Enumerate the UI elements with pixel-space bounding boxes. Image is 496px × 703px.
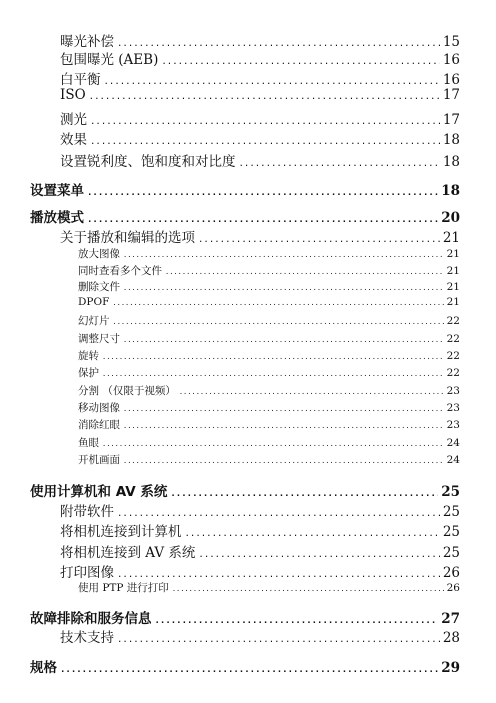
toc-entry-label: 设置菜单 xyxy=(30,183,84,199)
toc-entry-label: 故障排除和服务信息 xyxy=(30,611,152,627)
dot-leader xyxy=(89,92,440,102)
toc-entry-page-number: 25 xyxy=(442,504,460,520)
dot-leader xyxy=(239,159,440,169)
toc-entry[interactable] xyxy=(78,435,460,450)
toc-entry-page-number: 18 xyxy=(441,183,460,199)
dot-leader xyxy=(198,550,439,560)
toc-entry[interactable] xyxy=(60,48,460,68)
toc-entry[interactable] xyxy=(60,87,460,103)
toc-entry[interactable] xyxy=(60,500,460,520)
dot-leader xyxy=(198,235,440,245)
dot-leader xyxy=(102,440,444,448)
dot-leader xyxy=(60,665,438,675)
toc-entry[interactable] xyxy=(30,607,460,627)
toc-entry-page-number: 18 xyxy=(442,132,460,148)
toc-entry[interactable] xyxy=(78,383,460,398)
toc-entry[interactable] xyxy=(60,520,460,540)
toc-entry-label: 放大图像 xyxy=(78,248,120,260)
toc-entry-page-number: 22 xyxy=(446,333,460,345)
toc-entry-label: 开机画面 xyxy=(78,454,120,466)
toc-entry[interactable] xyxy=(78,417,460,432)
toc-entry-label: 测光 xyxy=(60,112,87,128)
dot-leader xyxy=(123,457,444,465)
toc-entry-label: 保护 xyxy=(78,367,99,379)
toc-entry-page-number: 21 xyxy=(446,281,460,293)
toc-entry[interactable] xyxy=(30,179,460,199)
toc-entry[interactable] xyxy=(60,541,460,561)
toc-entry[interactable] xyxy=(78,331,460,346)
toc-entry-label: 使用计算机和 AV 系统 xyxy=(30,484,168,500)
toc-entry-page-number: 24 xyxy=(446,454,460,466)
toc-entry-page-number: 28 xyxy=(442,630,460,646)
toc-entry[interactable] xyxy=(78,296,460,308)
dot-leader xyxy=(123,422,444,430)
toc-entry-label: 打印图像 xyxy=(60,565,114,581)
toc-entry-label: 附带软件 xyxy=(60,504,114,520)
toc-entry-label: 将相机连接到 AV 系统 xyxy=(60,545,196,561)
dot-leader xyxy=(179,388,444,396)
toc-entry[interactable] xyxy=(78,400,460,415)
dot-leader xyxy=(161,57,439,67)
toc-entry-page-number: 21 xyxy=(442,230,460,246)
toc-entry-label: 播放模式 xyxy=(30,210,84,226)
toc-entry-page-number: 25 xyxy=(442,545,460,561)
toc-entry[interactable] xyxy=(60,626,460,646)
dot-leader xyxy=(117,635,440,645)
toc-entry-label: 消除红眼 xyxy=(78,419,120,431)
dot-leader xyxy=(87,215,438,225)
dot-leader xyxy=(123,284,444,292)
toc-entry-page-number: 16 xyxy=(442,72,460,88)
toc-entry[interactable] xyxy=(78,580,460,595)
toc-entry-label: 设置锐利度、饱和度和对比度 xyxy=(60,154,236,170)
dot-leader xyxy=(117,570,440,580)
dot-leader xyxy=(185,529,440,539)
toc-entry[interactable] xyxy=(78,452,460,467)
toc-entry[interactable] xyxy=(78,313,460,328)
dot-leader xyxy=(123,336,444,344)
toc-entry-label: 规格 xyxy=(30,660,57,676)
toc-entry-label: ISO xyxy=(60,87,86,103)
toc-entry-page-number: 18 xyxy=(442,154,460,170)
dot-leader xyxy=(123,405,444,413)
toc-entry[interactable] xyxy=(60,30,460,50)
toc-entry[interactable] xyxy=(78,365,460,380)
toc-entry-page-number: 21 xyxy=(446,296,460,308)
toc-entry[interactable] xyxy=(30,656,460,676)
toc-entry-page-number: 23 xyxy=(446,402,460,414)
dot-leader xyxy=(155,616,439,626)
toc-entry-label: 旋转 xyxy=(78,350,99,362)
toc-entry-page-number: 16 xyxy=(442,52,460,68)
dot-leader xyxy=(113,318,444,326)
toc-entry-label: 包围曝光 (AEB) xyxy=(60,52,159,68)
toc-entry-page-number: 21 xyxy=(446,248,460,260)
toc-entry-page-number: 23 xyxy=(446,385,460,397)
toc-entry[interactable] xyxy=(30,480,460,500)
toc-entry-label: 同时查看多个文件 xyxy=(78,265,162,277)
toc-entry-page-number: 20 xyxy=(441,210,460,226)
toc-entry-page-number: 29 xyxy=(441,660,460,676)
toc-entry-label: 鱼眼 xyxy=(78,437,99,449)
toc-entry-label: 曝光补偿 xyxy=(60,34,114,50)
toc-entry-label: 分割 （仅限于视频） xyxy=(78,385,176,397)
toc-entry-page-number: 26 xyxy=(446,582,460,594)
toc-entry-page-number: 22 xyxy=(446,315,460,327)
toc-entry[interactable] xyxy=(60,108,460,128)
toc-entry-page-number: 21 xyxy=(446,265,460,277)
toc-entry[interactable] xyxy=(60,68,460,88)
dot-leader xyxy=(104,77,440,87)
dot-leader xyxy=(117,509,440,519)
toc-entry[interactable] xyxy=(78,279,460,294)
toc-entry[interactable] xyxy=(60,226,460,246)
dot-leader xyxy=(172,585,444,593)
dot-leader xyxy=(87,188,438,198)
toc-entry-page-number: 22 xyxy=(446,367,460,379)
toc-entry-page-number: 24 xyxy=(446,437,460,449)
toc-entry-page-number: 17 xyxy=(442,87,460,103)
toc-entry-page-number: 26 xyxy=(442,565,460,581)
toc-entry[interactable] xyxy=(60,561,460,581)
dot-leader xyxy=(165,268,444,276)
toc-entry-page-number: 15 xyxy=(442,34,460,50)
dot-leader xyxy=(170,489,438,499)
toc-entry[interactable] xyxy=(30,206,460,226)
toc-entry-label: 技术支持 xyxy=(60,630,114,646)
toc-entry-label: 使用 PTP 进行打印 xyxy=(78,582,169,594)
dot-leader xyxy=(123,251,444,259)
toc-entry-page-number: 17 xyxy=(442,112,460,128)
dot-leader xyxy=(112,299,443,307)
dot-leader xyxy=(90,137,440,147)
dot-leader xyxy=(102,370,444,378)
toc-entry-label: 移动图像 xyxy=(78,402,120,414)
toc-entry-label: 调整尺寸 xyxy=(78,333,120,345)
toc-entry-page-number: 22 xyxy=(446,350,460,362)
toc-entry-label: 白平衡 xyxy=(60,72,101,88)
toc-entry[interactable] xyxy=(60,150,460,170)
toc-entry-label: 删除文件 xyxy=(78,281,120,293)
dot-leader xyxy=(102,353,444,361)
toc-entry-page-number: 25 xyxy=(442,524,460,540)
dot-leader xyxy=(90,117,440,127)
toc-entry[interactable] xyxy=(78,246,460,261)
toc-entry[interactable] xyxy=(78,263,460,278)
toc-entry-label: DPOF xyxy=(78,296,110,308)
toc-entry-page-number: 23 xyxy=(446,419,460,431)
toc-entry[interactable] xyxy=(60,128,460,148)
toc-entry-label: 将相机连接到计算机 xyxy=(60,524,182,540)
toc-entry-page-number: 25 xyxy=(441,484,460,500)
toc-entry-page-number: 27 xyxy=(441,611,460,627)
toc-entry-label: 效果 xyxy=(60,132,87,148)
toc-entry-label: 关于播放和编辑的选项 xyxy=(60,230,195,246)
toc-entry[interactable] xyxy=(78,348,460,363)
toc-entry-label: 幻灯片 xyxy=(78,315,110,327)
